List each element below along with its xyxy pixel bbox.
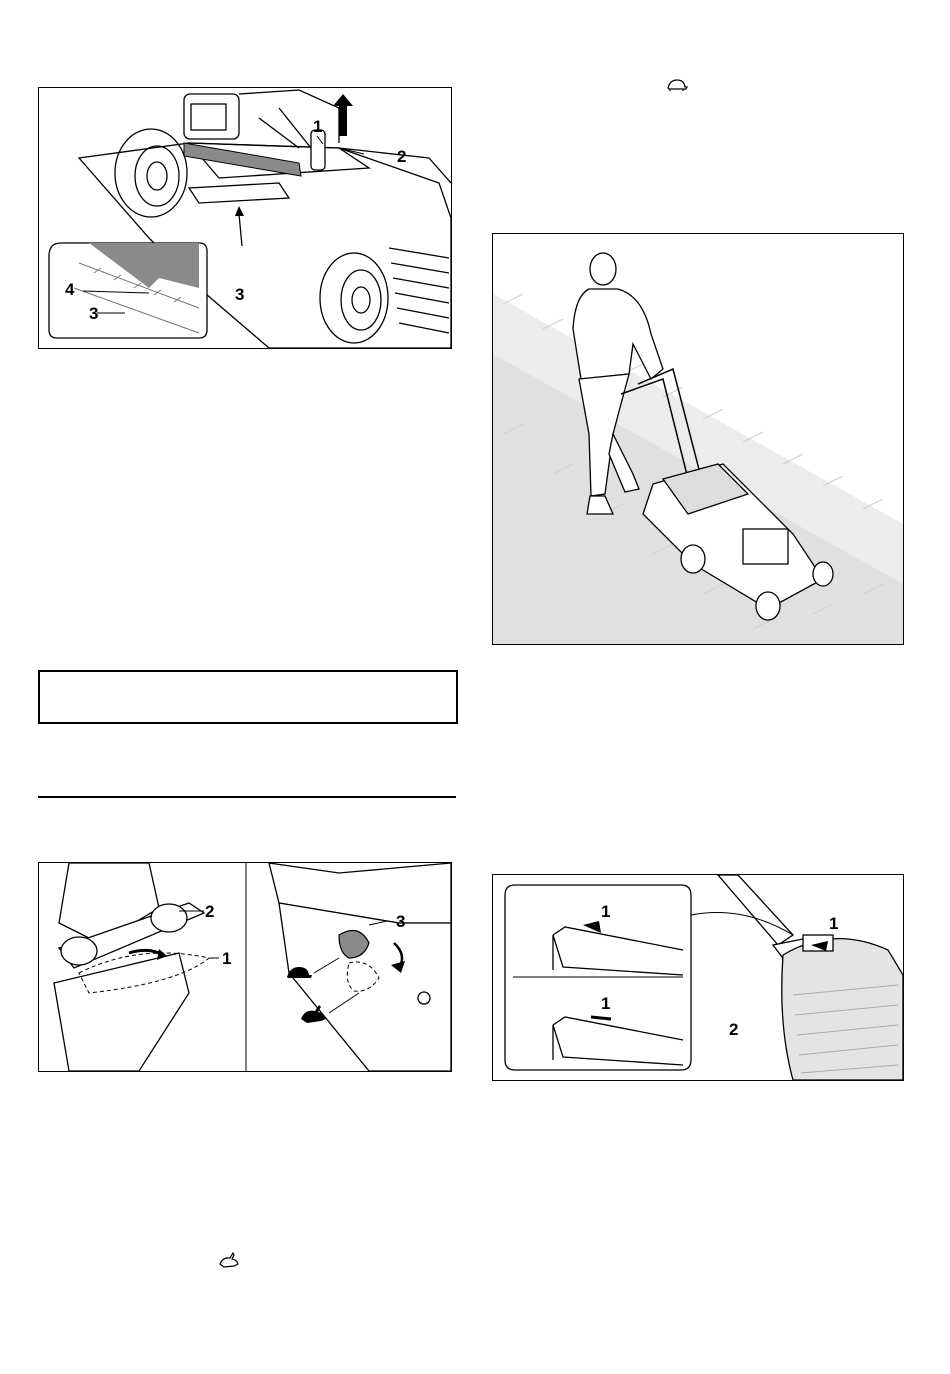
note-box [38,670,458,724]
callout-4: 4 [65,280,75,299]
mower-height-illustration [39,88,451,348]
callout-2: 2 [729,1020,739,1039]
figure-fill-indicator [492,874,904,1081]
figure-drive-speed [38,862,452,1072]
figure-cutting-height [38,87,452,349]
person-mowing-illustration [493,234,903,644]
hare-icon [299,1003,329,1025]
callout-3-main: 3 [235,285,245,304]
section-rule [38,796,456,798]
callout-2: 2 [205,902,215,921]
callout-3: 3 [396,912,406,931]
tortoise-icon [285,965,313,981]
callout-1-inset-top: 1 [601,902,611,921]
tortoise-icon [666,78,688,92]
figure-mowing-slope [492,233,904,645]
fill-indicator-illustration [493,875,903,1080]
callout-1: 1 [222,949,232,968]
drive-speed-illustration [39,863,451,1071]
callout-1-inset-bottom: 1 [601,994,611,1013]
callout-2: 2 [397,147,407,166]
callout-3-inset: 3 [89,304,99,323]
hare-icon [218,1252,240,1268]
callout-1: 1 [313,117,323,136]
callout-1-main: 1 [829,914,839,933]
